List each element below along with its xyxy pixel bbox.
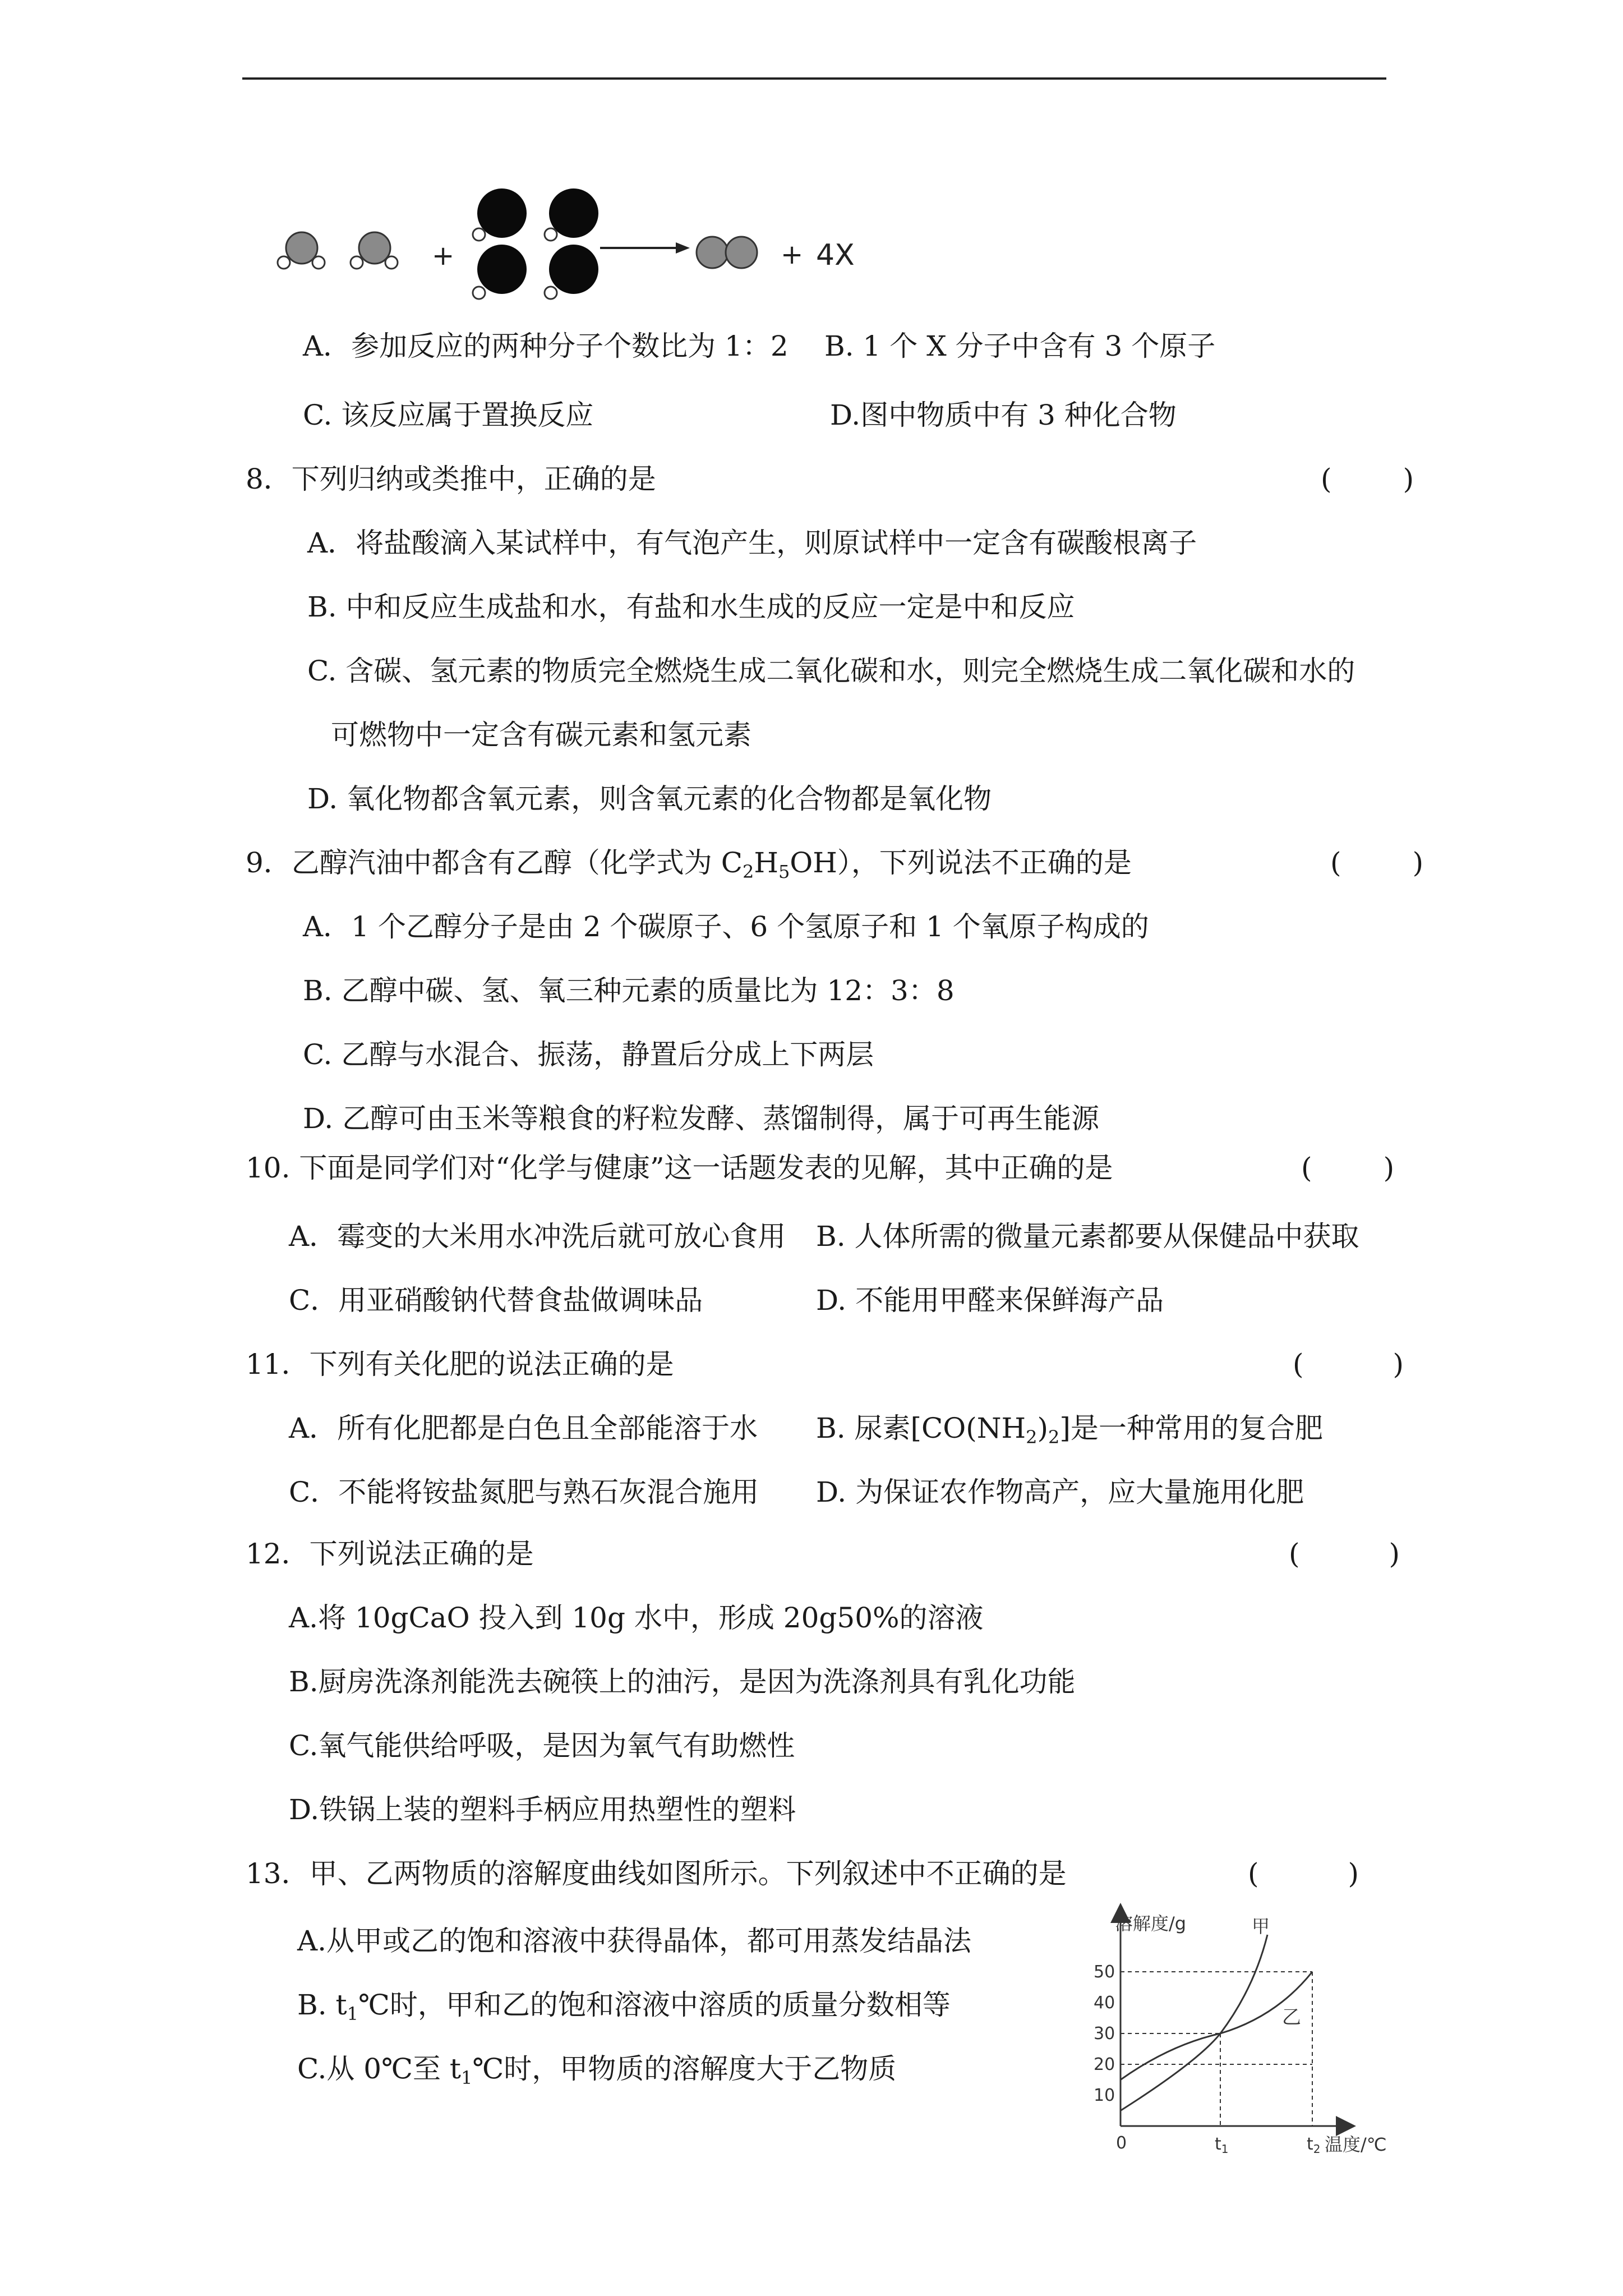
series-label-yi: 乙 (1282, 2006, 1301, 2029)
product-4x-label: 4X (816, 238, 855, 272)
y-tick-label-40: 40 (1094, 1993, 1115, 2013)
q10-option-c: C．用亚硝酸钠代替食盐做调味品 (289, 1284, 703, 1317)
q9-option-c: C. 乙醇与水混合、振荡，静置后分成上下两层 (303, 1038, 874, 1071)
q12-answer-blank: ( ) (1289, 1538, 1400, 1570)
reactant-molecule-3 (473, 188, 527, 241)
q11-stem: 11．下列有关化肥的说法正确的是 (246, 1348, 674, 1381)
y-tick-label-30: 30 (1094, 2024, 1115, 2044)
q7-option-d: D.图中物质中有 3 种化合物 (830, 399, 1177, 431)
y-tick-label-20: 20 (1094, 2055, 1115, 2074)
q9-option-b: B. 乙醇中碳、氢、氧三种元素的质量比为 12：3：8 (303, 974, 955, 1007)
q13-option-c: C.从 0℃至 $t_1℃$时，甲物质的溶解度大于乙物质 (297, 2053, 897, 2088)
q10-option-b: B. 人体所需的微量元素都要从保健品中获取 (816, 1220, 1359, 1253)
q9-stem: 9．乙醇汽油中都含有乙醇（化学式为 $C_2H_5OH$），下列说法不正确的是 (246, 846, 1132, 882)
q12-option-d: D.铁锅上装的塑料手柄应用热塑性的塑料 (289, 1793, 796, 1826)
q11-option-a: A．所有化肥都是白色且全部能溶于水 (289, 1412, 758, 1444)
reactant-molecule-6 (545, 245, 598, 299)
q8-option-d: D. 氧化物都含氧元素，则含氧元素的化合物都是氧化物 (307, 783, 992, 815)
solubility-chart (1088, 1902, 1402, 2182)
q13-stem: 13．甲、乙两物质的溶解度曲线如图所示。下列叙述中不正确的是 (246, 1857, 1067, 1890)
series-line-jia (1121, 1935, 1267, 2111)
q8-option-a: A．将盐酸滴入某试样中，有气泡产生，则原试样中一定含有碳酸根离子 (307, 527, 1197, 559)
q12-stem: 12．下列说法正确的是 (246, 1538, 534, 1570)
q10-option-d: D. 不能用甲醛来保鲜海产品 (816, 1284, 1164, 1317)
x-tick-label-0: 0 (1116, 2133, 1127, 2153)
q12-option-b: B.厨房洗涤剂能洗去碗筷上的油污，是因为洗涤剂具有乳化功能 (289, 1665, 1076, 1698)
q9-option-d: D. 乙醇可由玉米等粮食的籽粒发酵、蒸馏制得，属于可再生能源 (303, 1102, 1100, 1135)
q10-answer-blank: ( ) (1301, 1152, 1395, 1184)
q11-option-d: D. 为保证农作物高产，应大量施用化肥 (816, 1476, 1304, 1508)
q11-option-b: B. 尿素$[CO(NH_2)_2]$是一种常用的复合肥 (816, 1412, 1323, 1448)
y-tick-label-10: 10 (1094, 2086, 1115, 2105)
q8-option-c-line1: C. 含碳、氢元素的物质完全燃烧生成二氧化碳和水，则完全燃烧生成二氧化碳和水的 (307, 655, 1355, 687)
q13-option-a: A.从甲或乙的饱和溶液中获得晶体，都可用蒸发结晶法 (297, 1925, 972, 1957)
q12-option-a: A.将 10gCaO 投入到 10g 水中，形成 20g50%的溶液 (289, 1602, 984, 1634)
x-axis-label: 温度/℃ (1325, 2134, 1387, 2155)
reaction-diagram (264, 185, 880, 314)
q11-option-c: C．不能将铵盐氮肥与熟石灰混合施用 (289, 1476, 759, 1508)
q9-option-a: A．1 个乙醇分子是由 2 个碳原子、6 个氢原子和 1 个氧原子构成的 (303, 910, 1149, 943)
q12-option-c: C.氧气能供给呼吸，是因为氧气有助燃性 (289, 1729, 795, 1762)
x-tick-label-t2: $t_2$ (1307, 2134, 1321, 2156)
reactant-molecule-1 (278, 232, 325, 269)
q7-option-c: C. 该反应属于置换反应 (303, 399, 594, 431)
y-axis-label: 溶解度/g (1115, 1913, 1187, 1934)
q8-option-b: B. 中和反应生成盐和水，有盐和水生成的反应一定是中和反应 (307, 591, 1075, 623)
y-tick-label-50: 50 (1094, 1962, 1115, 1982)
q13-answer-blank: ( ) (1248, 1857, 1359, 1890)
reactant-molecule-5 (473, 245, 527, 299)
plus-sign-2: + (781, 239, 804, 270)
product-molecule (697, 237, 757, 268)
q7-option-b: B. 1 个 X 分子中含有 3 个原子 (824, 330, 1216, 362)
series-label-jia: 甲 (1252, 1916, 1270, 1937)
q7-option-a: A．参加反应的两种分子个数比为 1：2 (303, 330, 789, 362)
reactant-molecule-2 (351, 232, 398, 269)
q9-answer-blank: ( ) (1330, 846, 1424, 879)
q13-option-b: B. $t_1℃$时，甲和乙的饱和溶液中溶质的质量分数相等 (297, 1989, 951, 2024)
q8-stem: 8．下列归纳或类推中，正确的是 (246, 463, 656, 495)
q8-option-c-line2: 可燃物中一定含有碳元素和氢元素 (331, 719, 751, 751)
q11-answer-blank: ( ) (1293, 1348, 1404, 1381)
q10-option-a: A．霉变的大米用水冲洗后就可放心食用 (289, 1220, 786, 1253)
x-tick-label-t1: $t_1$ (1215, 2134, 1229, 2156)
q10-stem: 10. 下面是同学们对“化学与健康”这一话题发表的见解，其中正确的是 (246, 1152, 1113, 1184)
reactant-molecule-4 (545, 188, 598, 241)
plus-sign-1: + (432, 240, 455, 272)
q8-answer-blank: ( ) (1321, 463, 1414, 495)
header-rule (242, 77, 1386, 80)
